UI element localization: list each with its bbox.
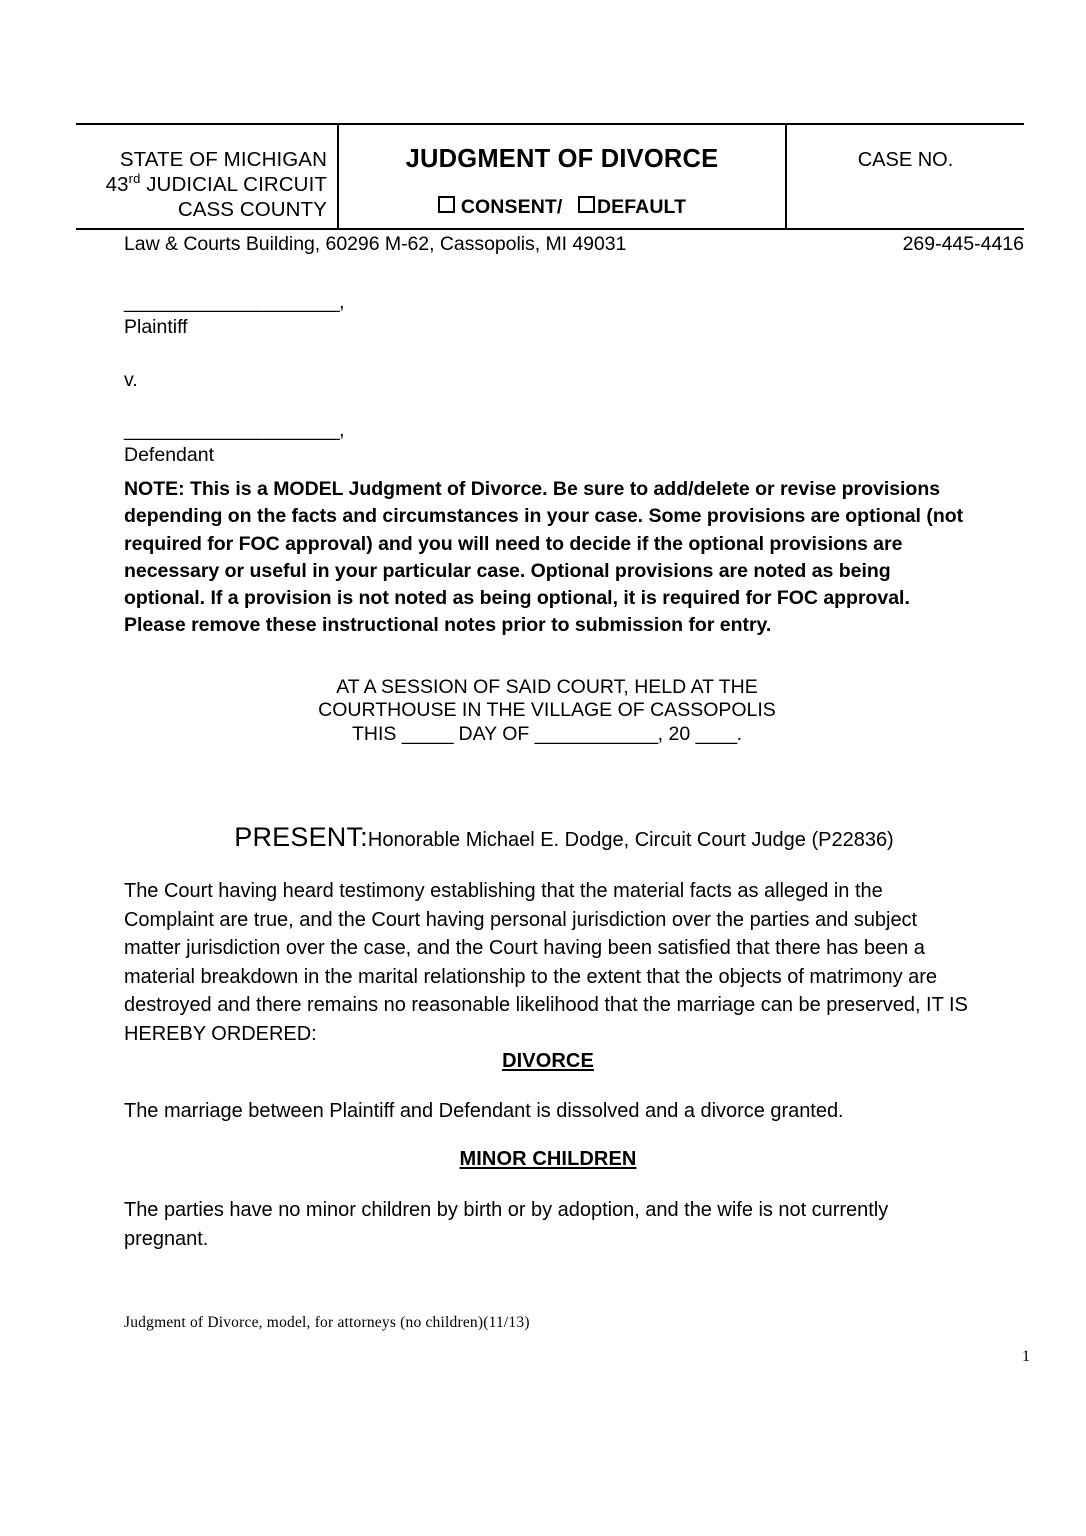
court-address-strip <box>76 222 1024 266</box>
session-block <box>124 676 970 746</box>
circuit-ordinal-suffix: rd <box>128 171 141 187</box>
session-year-blank[interactable]: ____ <box>695 722 737 745</box>
page-title: JUDGMENT OF DIVORCE <box>405 145 719 173</box>
section-heading-minor-children-text: MINOR CHILDREN <box>459 1148 637 1170</box>
court-circuit-line <box>76 172 327 197</box>
versus-label: v. <box>124 368 138 391</box>
section-heading-minor-children <box>124 1148 972 1171</box>
session-line-1: AT A SESSION OF SAID COURT, HELD AT THE <box>336 676 758 698</box>
defendant-label: Defendant <box>124 444 214 467</box>
circuit-text: JUDICIAL CIRCUIT <box>140 173 327 196</box>
recitals-paragraph: The Court having heard testimony establishing that the material facts as alleged in the Complaint are true, and the Court having personal jurisdiction over the parties and subject matter jurisdiction over the case, and the Court having been satisfied that there has been a material breakdown in the marital relationship to the extent that the objects of matrimony are destroyed and there remains no reasonable likelihood that the marriage can be preserved, IT IS HEREBY ORDERED: <box>124 880 968 1045</box>
present-label: PRESENT: <box>234 822 368 852</box>
caption-row <box>76 125 1024 228</box>
section-heading-divorce <box>124 1050 972 1073</box>
court-address: Law & Courts Building, 60296 M-62, Cassopolis, MI 49031 <box>124 232 627 255</box>
session-day-of: DAY OF <box>453 722 535 745</box>
default-label: DEFAULT <box>596 196 687 218</box>
session-day-blank[interactable]: _____ <box>401 722 454 745</box>
judgment-type-checkboxes <box>339 196 785 219</box>
case-no-label: CASE NO. <box>857 149 954 171</box>
session-period: . <box>736 722 743 745</box>
defendant-group <box>124 420 684 469</box>
instructional-note: NOTE: This is a MODEL Judgment of Divorce. Be sure to add/delete or revise provisions depending on the facts and circumstances in your case. Some provisions are optional (not required for FOC approval) and you will need to decide if the optional provisions are necessary or useful in your particular case. Optional provisions are noted as being optional. If a provision is not noted as being optional, it is required for FOC approval. Please remove these instructional notes prior to submission for entry. <box>124 478 964 637</box>
court-identification-cell <box>76 125 339 228</box>
parties-block <box>124 292 684 469</box>
circuit-number: 43 <box>105 173 129 196</box>
plaintiff-label: Plaintiff <box>124 316 188 339</box>
section-heading-divorce-text: DIVORCE <box>502 1050 594 1072</box>
defendant-name-blank[interactable]: _____________________, <box>124 418 344 441</box>
plaintiff-name-blank[interactable]: _____________________, <box>124 291 344 313</box>
consent-label: CONSENT/ <box>460 196 563 218</box>
consent-checkbox[interactable] <box>438 196 455 213</box>
section-text-divorce: The marriage between Plaintiff and Defendant is dissolved and a divorce granted. <box>124 1100 844 1122</box>
court-county-line: CASS COUNTY <box>177 198 327 221</box>
caption-table <box>76 123 1024 230</box>
session-month-blank[interactable]: ____________ <box>534 722 658 745</box>
present-line <box>124 822 1004 853</box>
footer-form-identifier: Judgment of Divorce, model, for attorneys (no children)(11/13) <box>124 1314 530 1331</box>
court-state-line: STATE OF MICHIGAN <box>119 148 327 171</box>
case-number-cell <box>787 125 1024 228</box>
default-checkbox[interactable] <box>578 196 595 213</box>
section-text-minor-children: The parties have no minor children by birth or by adoption, and the wife is not currently pregnant. <box>124 1199 889 1250</box>
session-year-prefix: , 20 <box>657 722 696 745</box>
page-number: 1 <box>1022 1348 1030 1365</box>
present-judge-name: Honorable Michael E. Dodge, Circuit Court Judge (P22836) <box>367 829 894 851</box>
document-title-cell <box>339 125 787 228</box>
session-line-3 <box>124 723 970 746</box>
court-phone: 269-445-4416 <box>902 232 1024 255</box>
session-line-2: COURTHOUSE IN THE VILLAGE OF CASSOPOLIS <box>318 699 776 722</box>
session-this: THIS <box>351 722 402 745</box>
